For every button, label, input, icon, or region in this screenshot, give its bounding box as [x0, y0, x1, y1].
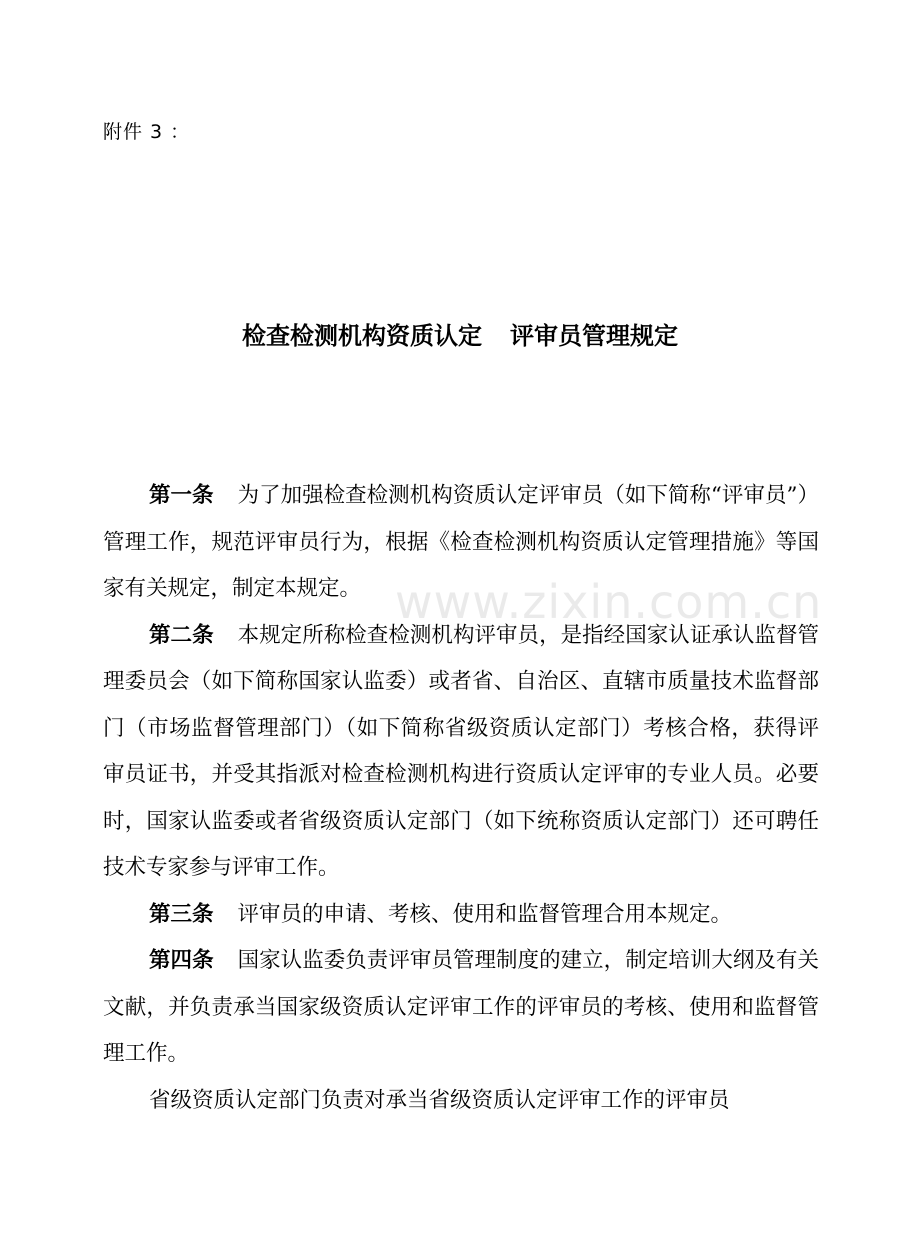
article-heading: 第三条 — [149, 901, 214, 927]
article-text: 本规定所称检查检测机构评审员，是指经国家认证承认监督管理委员会（如下简称国家认监委）或者省、自治区、直辖市质量技术监督部门（市场监督管理部门）（如下简称省级资质认定部门）考核合格，获得评审员证书，并受其指派对检查检测机构进行资质认定评审的专业人员。必要时，国家认监委或者省级资质认定部门（如下统称资质认定部门）还可聘任技术专家参与评审工作。 — [103, 622, 819, 880]
continuation-paragraph — [103, 1078, 819, 1125]
document-body — [103, 473, 819, 1124]
article-heading: 第四条 — [149, 948, 214, 973]
article-3-paragraph — [103, 892, 819, 939]
article-heading: 第二条 — [149, 622, 214, 648]
article-2-paragraph — [103, 613, 819, 892]
paragraph-text: 省级资质认定部门负责对承当省级资质认定评审工作的评审员 — [149, 1087, 730, 1113]
watermark: www.zixin.com.cn — [395, 575, 823, 629]
attachment-label: 附件 3 ： — [103, 121, 191, 143]
document-title — [0, 318, 920, 354]
article-heading: 第一条 — [149, 483, 214, 508]
article-text: 评审员的申请、考核、使用和监督管理合用本规定。 — [237, 901, 733, 927]
article-4-paragraph — [103, 938, 819, 1078]
title-part-2: 评审员管理规定 — [510, 322, 678, 350]
article-1-paragraph — [103, 473, 819, 613]
title-part-1: 检查检测机构资质认定 — [242, 322, 482, 350]
article-text: 国家认监委负责评审员管理制度的建立，制定培训大纲及有关文献，并负责承当国家级资质认定评审工作的评审员的考核、使用和监督管理工作。 — [103, 948, 819, 1066]
article-text: 为了加强检查检测机构资质认定评审员（如下简称“评审员”）管理工作，规范评审员行为，根据《检查检测机构资质认定管理措施》等国家有关规定，制定本规定。 — [103, 483, 819, 601]
